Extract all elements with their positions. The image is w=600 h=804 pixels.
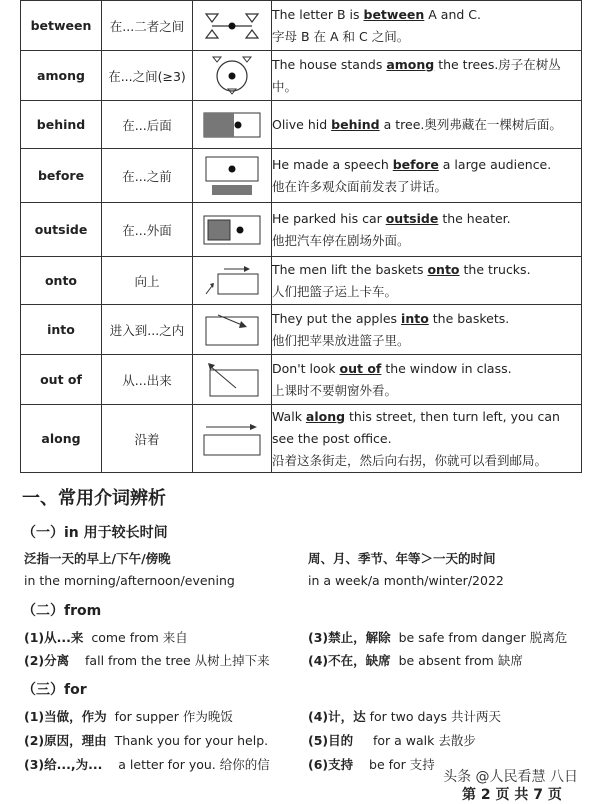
meaning-cell: 在...之前	[102, 149, 193, 203]
in-heading: （一）in 用于较长时间	[22, 525, 168, 541]
among-diagram-icon	[193, 51, 272, 101]
table-row	[21, 305, 582, 355]
table-row	[21, 101, 582, 149]
example-cell: Walk along this street, then turn left, you can see the post office. 沿着这条街走，然后向右拐，你就可以看到邮局。	[272, 405, 582, 473]
before-diagram-icon	[193, 149, 272, 203]
in-right-label: 周、月、季节、年等＞一天的时间	[308, 551, 496, 566]
meaning-cell: 在...二者之间	[102, 1, 193, 51]
from-item: (2)分离 fall from the tree 从树上掉下来	[24, 653, 270, 668]
in-right-text: in a week/a month/winter/2022	[308, 573, 504, 588]
example-cell: Don't look out of the window in class. 上课时不要朝窗外看。	[272, 355, 582, 405]
example-cell: He parked his car outside the heater. 他把汽车停在剧场外面。	[272, 203, 582, 257]
table-row	[21, 203, 582, 257]
table-row	[21, 149, 582, 203]
table-row	[21, 1, 582, 51]
between-diagram-icon	[193, 1, 272, 51]
for-item: (1)当做，作为 for supper 作为晚饭	[24, 709, 233, 724]
meaning-cell: 从...出来	[102, 355, 193, 405]
watermark-text: 头条 @人民看慧 八日	[443, 769, 578, 785]
word-cell: among	[21, 51, 102, 101]
meaning-cell: 沿着	[102, 405, 193, 473]
outside-diagram-icon	[193, 203, 272, 257]
example-cell: He made a speech before a large audience. 他在许多观众面前发表了讲话。	[272, 149, 582, 203]
section-title: 一、常用介词辨析	[22, 488, 166, 509]
table-row	[21, 405, 582, 473]
preposition-table	[20, 0, 582, 473]
word-cell: outside	[21, 203, 102, 257]
page-number: 第 2 页 共 7 页	[462, 787, 562, 803]
behind-diagram-icon	[193, 101, 272, 149]
for-item: (6)支持 be for 支持	[308, 757, 435, 772]
meaning-cell: 在...之间(≥3)	[102, 51, 193, 101]
word-cell: between	[21, 1, 102, 51]
in-left-label: 泛指一天的早上/下午/傍晚	[24, 551, 171, 566]
from-heading: （二）from	[22, 603, 102, 619]
word-cell: along	[21, 405, 102, 473]
for-heading: （三）for	[22, 682, 87, 698]
from-item: (4)不在，缺席 be absent from 缺席	[308, 653, 523, 668]
word-cell: behind	[21, 101, 102, 149]
example-cell: The letter B is between A and C. 字母 B 在 A 和 C 之间。	[272, 1, 582, 51]
along-diagram-icon	[193, 405, 272, 473]
word-cell: onto	[21, 257, 102, 305]
example-cell: The house stands among the trees.房子在树丛中。	[272, 51, 582, 101]
table-row	[21, 355, 582, 405]
for-item: (5)目的 for a walk 去散步	[308, 733, 476, 748]
meaning-cell: 进入到...之内	[102, 305, 193, 355]
for-item: (2)原因，理由 Thank you for your help.	[24, 733, 269, 748]
for-item: (3)给...,为... a letter for you. 给你的信	[24, 757, 270, 772]
from-item: (3)禁止，解除 be safe from danger 脱离危	[308, 630, 568, 645]
into-diagram-icon	[193, 305, 272, 355]
example-cell: Olive hid behind a tree.奥列弗藏在一棵树后面。	[272, 101, 582, 149]
out-of-diagram-icon	[193, 355, 272, 405]
for-item: (4)计，达 for two days 共计两天	[308, 709, 501, 724]
meaning-cell: 在...后面	[102, 101, 193, 149]
word-cell: before	[21, 149, 102, 203]
table-row	[21, 257, 582, 305]
word-cell: into	[21, 305, 102, 355]
example-cell: They put the apples into the baskets. 他们把苹果放进篮子里。	[272, 305, 582, 355]
meaning-cell: 在...外面	[102, 203, 193, 257]
meaning-cell: 向上	[102, 257, 193, 305]
table-row	[21, 51, 582, 101]
from-item: (1)从...来 come from 来自	[24, 630, 188, 645]
example-cell: The men lift the baskets onto the trucks. 人们把篮子运上卡车。	[272, 257, 582, 305]
word-cell: out of	[21, 355, 102, 405]
onto-diagram-icon	[193, 257, 272, 305]
in-left-text: in the morning/afternoon/evening	[24, 573, 235, 588]
